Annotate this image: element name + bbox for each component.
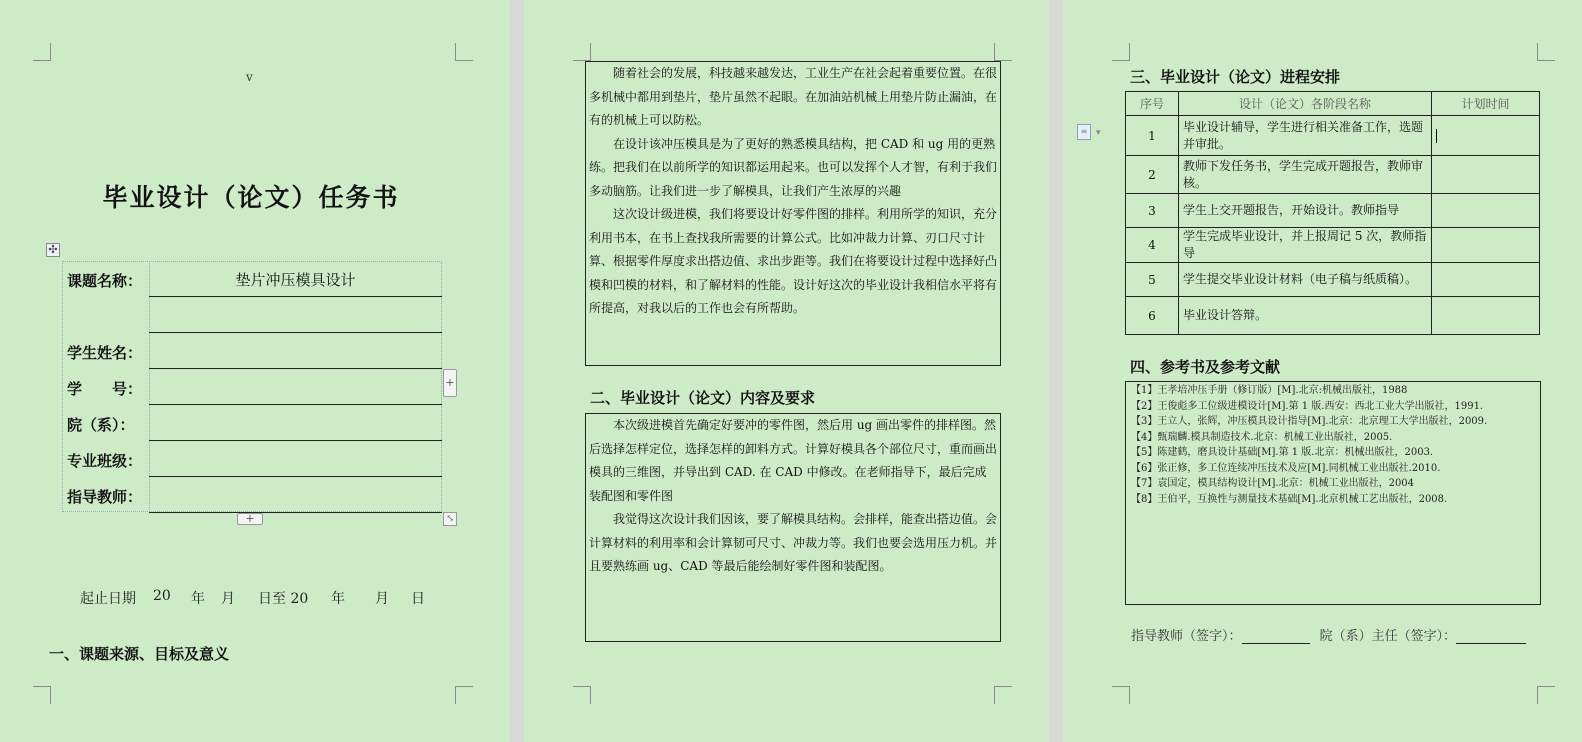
row-number[interactable]: 5 [1126, 263, 1179, 297]
advisor-field[interactable] [149, 477, 442, 513]
crop-mark [1537, 686, 1555, 704]
info-row-department [62, 405, 442, 441]
text-cursor [1436, 129, 1437, 143]
reference-item: 【4】甄瑞麟.模具制造技术.北京：机械工业出版社，2005. [1131, 431, 1393, 443]
class-field[interactable] [149, 441, 442, 477]
paragraph: 我觉得这次设计我们因该，要了解模具结构。会排样，能查出搭边值。会计算材料的利用率和会计算韧可尺寸、冲裁力等。我们也要会选用压力机。并且要熟练画 ug、CAD 等最后能绘制好零件图和装配图。 [589, 512, 998, 573]
date-text: 月 [375, 591, 389, 607]
info-row-topic [62, 261, 442, 297]
info-label: 学生姓名： [67, 344, 143, 362]
info-label: 课题名称： [67, 272, 143, 290]
info-row-student-name [62, 333, 442, 369]
time-cell[interactable] [1432, 228, 1540, 263]
date-text: 日至 20 [258, 591, 309, 607]
info-label: 专业班级： [67, 452, 143, 470]
info-label: 指导教师： [67, 488, 143, 506]
section-1-heading[interactable]: 一、课题来源、目标及意义 [49, 645, 230, 663]
page-1 [0, 0, 510, 742]
info-row-advisor [62, 477, 442, 513]
project-info-table [62, 261, 442, 513]
table-row [1126, 228, 1540, 263]
date-text: 月 [221, 591, 235, 607]
row-number[interactable]: 1 [1126, 116, 1179, 156]
time-cell[interactable] [1432, 116, 1540, 156]
info-row-blank [62, 297, 442, 333]
advisor-signature-label: 指导教师（签字）： [1131, 629, 1242, 644]
crop-mark [573, 43, 591, 61]
time-cell[interactable] [1432, 297, 1540, 335]
date-text: 年 [331, 591, 345, 607]
date-text: 年 [191, 591, 205, 607]
advisor-signature-field[interactable] [1242, 630, 1310, 644]
dean-signature-label: 院（系）主任（签字）： [1319, 629, 1457, 644]
table-row [1126, 263, 1540, 297]
reference-item: 【7】袁国定，模具结构设计[M].北京：机械工业出版社，2004 [1131, 478, 1415, 489]
paragraph: 本次级进模首先确定好要冲的零件图，然后用 ug 画出零件的排样图。然后选择怎样定位，选择怎样的卸料方式。计算好模具各个部位尺寸，重而画出模具的三维图，并导出到 CAD. 在 CAD 中修改。在老师指导下，最后完成装配图和零件图 [589, 418, 998, 503]
dean-signature-field[interactable] [1456, 630, 1526, 644]
time-cell[interactable] [1432, 194, 1540, 228]
crop-mark [33, 686, 51, 704]
reference-item: 【1】王孝培冲压手册（修订版）[M].北京:机械出版社，1988 [1131, 385, 1408, 396]
requirements-text-box[interactable] [585, 413, 1001, 642]
stage-cell[interactable]: 教师下发任务书，学生完成开题报告，教师审核。 [1179, 156, 1432, 194]
topic-field[interactable]: 垫片冲压模具设计 [149, 261, 442, 297]
paragraph: 在设计该冲压模具是为了更好的熟悉模具结构，把 CAD 和 ug 用的更熟练。把我们在以前所学的知识都运用起来。也可以发挥个人才智，有利于我们多动脑筋。让我们进一步了解模具，让我们产生浓厚的兴趣 [589, 136, 998, 198]
table-row [1126, 156, 1540, 194]
crop-mark [1112, 43, 1130, 61]
student-name-field[interactable] [149, 333, 442, 369]
column-header: 设计（论文）各阶段名称 [1179, 92, 1432, 116]
crop-mark [994, 43, 1012, 61]
crop-mark [1537, 43, 1555, 61]
table-row [1126, 297, 1540, 335]
section-2-heading[interactable]: 二、毕业设计（论文）内容及要求 [590, 389, 816, 407]
section-4-heading[interactable]: 四、参考书及参考文献 [1130, 358, 1281, 376]
reference-item: 【5】陈建鹤，磨具设计基础[M].第 1 版.北京：机械出版社，2003. [1131, 447, 1434, 458]
row-number[interactable]: 3 [1126, 194, 1179, 228]
reference-item: 【8】王伯平，互换性与测量技术基础[M].北京机械工艺出版社，2008. [1131, 493, 1448, 505]
crop-mark [1112, 686, 1130, 704]
paste-options-icon[interactable]: ≡ [1077, 124, 1091, 140]
crop-mark [455, 686, 473, 704]
stage-cell[interactable]: 学生提交毕业设计材料（电子稿与纸质稿）。 [1179, 263, 1432, 297]
purpose-text-box[interactable] [585, 61, 1001, 366]
section-3-heading[interactable]: 三、毕业设计（论文）进程安排 [1130, 68, 1341, 86]
department-field[interactable] [149, 405, 442, 441]
time-cell[interactable] [1432, 263, 1540, 297]
table-row [1126, 194, 1540, 228]
header-mark: v [246, 70, 253, 84]
stage-cell[interactable]: 毕业设计辅导，学生进行相关准备工作，选题并审批。 [1179, 116, 1432, 156]
table-row [1126, 116, 1540, 156]
crop-mark [33, 43, 51, 61]
chevron-down-icon[interactable]: ▾ [1096, 128, 1101, 138]
info-row-class [62, 441, 442, 477]
info-label: 院（系）： [67, 416, 135, 434]
column-header: 序号 [1126, 92, 1179, 116]
add-column-button[interactable]: + [443, 369, 457, 397]
date-text: 日 [411, 591, 425, 607]
row-number[interactable]: 2 [1126, 156, 1179, 194]
info-label: 学 号： [67, 380, 143, 398]
student-id-field[interactable] [149, 369, 442, 405]
crop-mark [994, 686, 1012, 704]
stage-cell[interactable]: 毕业设计答辩。 [1179, 297, 1432, 335]
row-number[interactable]: 6 [1126, 297, 1179, 335]
stage-cell[interactable]: 学生完成毕业设计，并上报周记 5 次，教师指导 [1179, 228, 1432, 263]
time-cell[interactable] [1432, 156, 1540, 194]
reference-item: 【2】王俊彪多工位级进模设计[M].第 1 版.西安：西北工业大学出版社，1991. [1131, 400, 1484, 412]
reference-item: 【3】王立人，张辉，冲压模具设计指导[M].北京：北京理工大学出版社，2009. [1131, 416, 1488, 427]
date-label: 起止日期 [80, 591, 136, 607]
stage-cell[interactable]: 学生上交开题报告，开始设计。教师指导 [1179, 194, 1432, 228]
table-resize-icon[interactable]: ⤡ [443, 512, 457, 526]
info-row-student-id [62, 369, 442, 405]
crop-mark [573, 686, 591, 704]
date-start-year: 20 [153, 588, 171, 604]
table-move-handle-icon[interactable]: ✣ [46, 243, 60, 257]
add-row-button[interactable]: + [237, 513, 263, 525]
table-header-row [1126, 92, 1540, 116]
reference-item: 【6】张正修，多工位连续冲压技术及应[M].同机械工业出版社.2010. [1131, 462, 1441, 474]
references-box[interactable] [1125, 381, 1541, 605]
column-header: 计划时间 [1432, 92, 1540, 116]
signature-line [1131, 625, 1526, 644]
schedule-table [1125, 91, 1540, 335]
page-2 [524, 0, 1049, 742]
crop-mark [455, 43, 473, 61]
row-number[interactable]: 4 [1126, 228, 1179, 263]
paragraph: 这次设计级进模，我们将要设计好零件图的排样。利用所学的知识，充分利用书本，在书上查找我所需要的计算公式。比如冲裁力计算、刃口尺寸计算、根据零件厚度求出搭边值、求出步距等。我们在将要设计过程中选择好凸模和凹模的材料，和了解材料的性能。设计好这次的毕业设计我相信水平将有所提高，对我以后的工作也会有所帮助。 [589, 207, 998, 315]
paragraph: 随着社会的发展，科技越来越发达，工业生产在社会起着重要位置。在很多机械中都用到垫片，垫片虽然不起眼。在加油站机械上用垫片防止漏油，在有的机械上可以防松。 [589, 66, 998, 127]
page-3 [1063, 0, 1582, 742]
topic-field-line-2[interactable] [149, 297, 442, 333]
document-title[interactable]: 毕业设计（论文）任务书 [102, 183, 400, 212]
